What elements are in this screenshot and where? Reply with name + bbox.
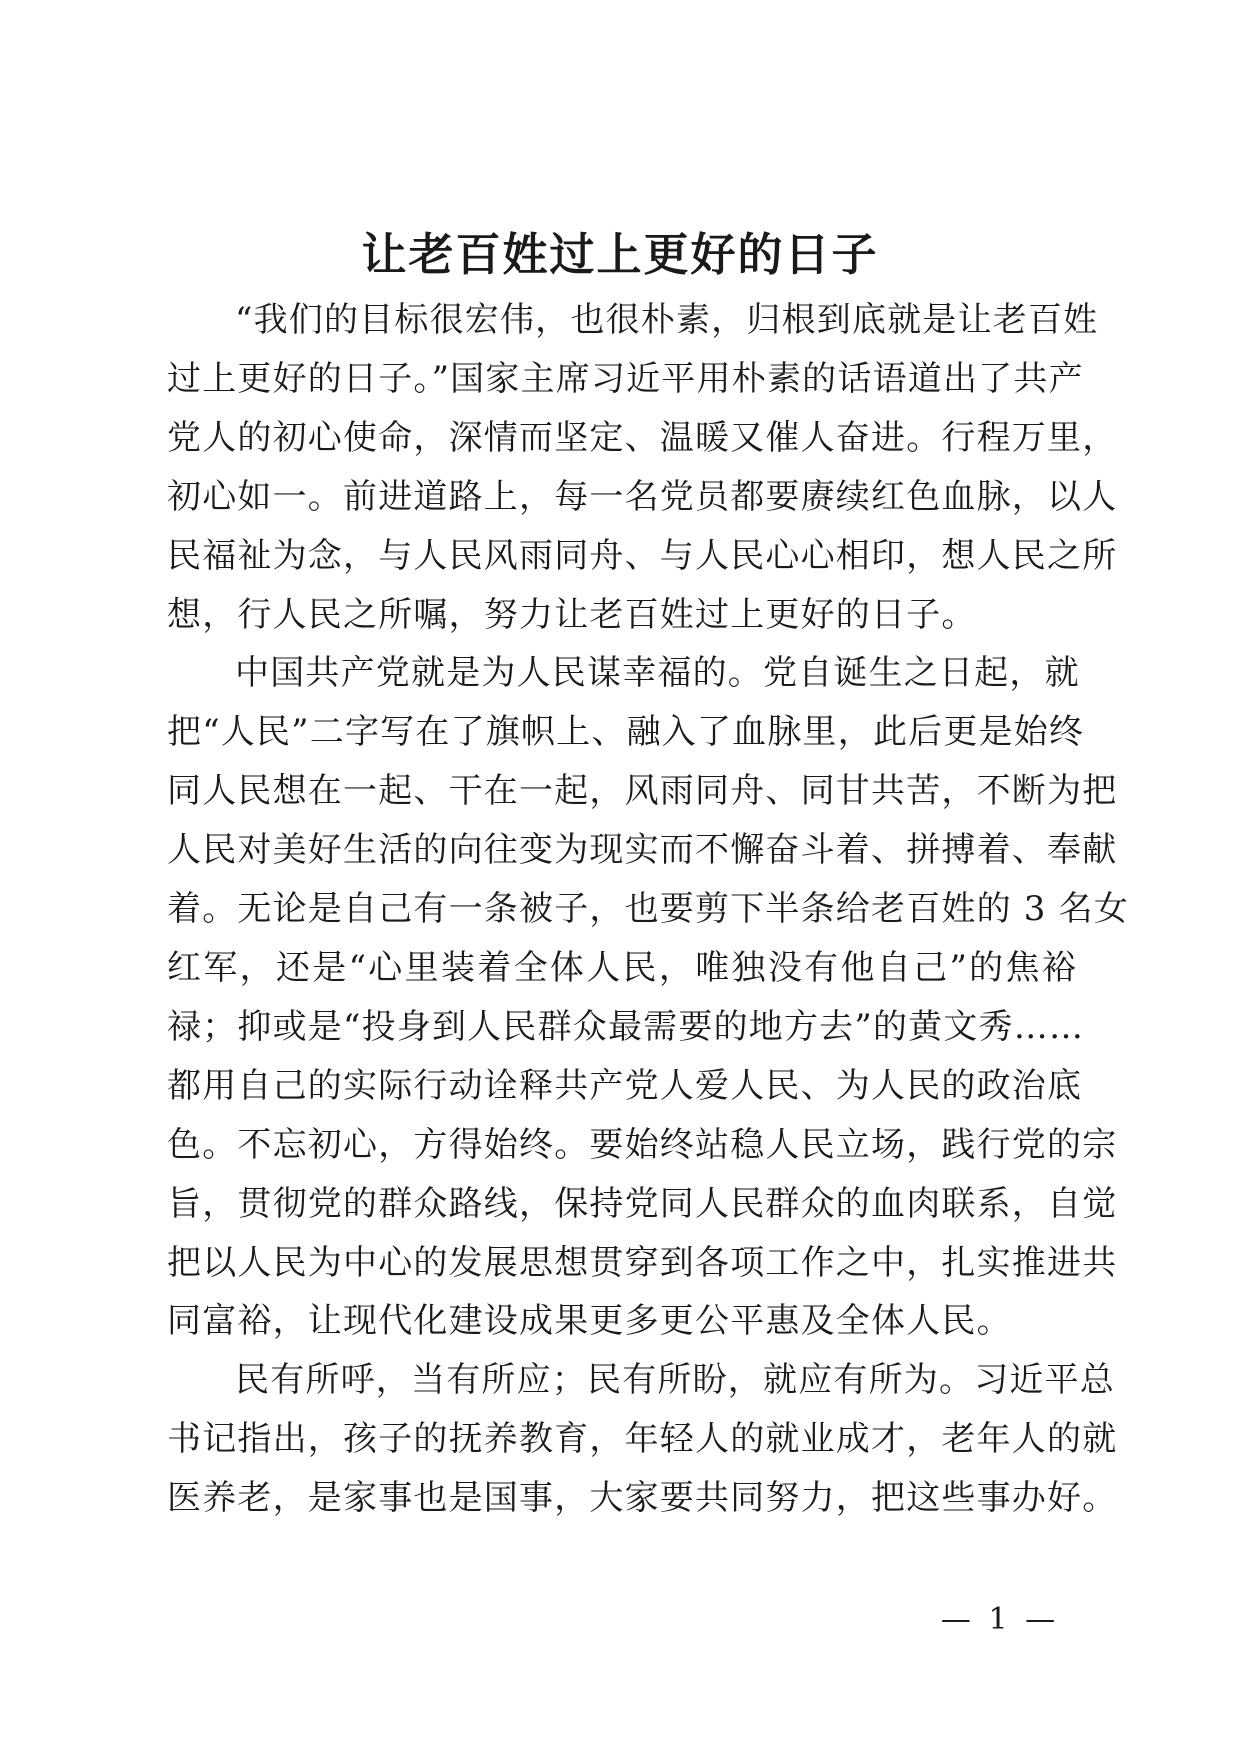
paragraph-line: 同富裕，让现代化建设成果更多更公平惠及全体人民。 bbox=[167, 1301, 1012, 1342]
paragraph-line: 民有所呼，当有所应；民有所盼，就应有所为。习近平总 bbox=[235, 1360, 1115, 1401]
paragraph-line: 人民对美好生活的向往变为现实而不懈奋斗着、拼搏着、奉献 bbox=[167, 830, 1118, 871]
paragraph-line: 红军，还是“心里装着全体人民，唯独没有他自己”的焦裕 bbox=[167, 947, 1077, 988]
paragraph-line: 着。无论是自己有一条被子，也要剪下半条给老百姓的 3 名女 bbox=[167, 889, 1130, 930]
page-title: 让老百姓过上更好的日子 bbox=[361, 228, 879, 281]
paragraph-2 bbox=[167, 644, 1130, 1351]
paragraph-3 bbox=[167, 1351, 1118, 1528]
paragraph-line: 过上更好的日子。”国家主席习近平用朴素的话语道出了共产 bbox=[167, 358, 1084, 399]
paragraph-line: “我们的目标很宏伟，也很朴素，归根到底就是让老百姓 bbox=[235, 300, 1099, 340]
paragraph-line: 想，行人民之所嘱，努力让老百姓过上更好的日子。 bbox=[167, 594, 977, 635]
paragraph-line: 旨，贯彻党的群众路线，保持党同人民群众的血肉联系，自觉 bbox=[167, 1183, 1118, 1224]
paragraph-line: 禄；抑或是“投身到人民群众最需要的地方去”的黄文秀…… bbox=[167, 1006, 1085, 1047]
paragraph-line: 民福祉为念，与人民风雨同舟、与人民心心相印，想人民之所 bbox=[167, 535, 1118, 576]
paragraph-line: 把以人民为中心的发展思想贯穿到各项工作之中，扎实推进共 bbox=[167, 1242, 1118, 1283]
paragraph-line: 同人民想在一起、干在一起，风雨同舟、同甘共苦，不断为把 bbox=[167, 771, 1118, 812]
paragraph-line: 把“人民”二字写在了旗帜上、融入了血脉里，此后更是始终 bbox=[167, 712, 1085, 753]
page-number: — 1 — bbox=[940, 1602, 1060, 1637]
paragraph-line: 党人的初心使命，深情而坚定、温暖又催人奋进。行程万里， bbox=[167, 417, 1118, 458]
article-body bbox=[167, 291, 1130, 1528]
paragraph-line: 书记指出，孩子的抚养教育，年轻人的就业成才，老年人的就 bbox=[167, 1419, 1118, 1460]
paragraph-line: 医养老，是家事也是国事，大家要共同努力，把这些事办好。 bbox=[167, 1478, 1118, 1519]
paragraph-1 bbox=[167, 291, 1118, 644]
paragraph-line: 色。不忘初心，方得始终。要始终站稳人民立场，践行党的宗 bbox=[167, 1124, 1118, 1165]
paragraph-line: 都用自己的实际行动诠释共产党人爱人民、为人民的政治底 bbox=[167, 1065, 1083, 1106]
paragraph-line: 中国共产党就是为人民谋幸福的。党自诞生之日起，就 bbox=[235, 653, 1080, 694]
paragraph-line: 初心如一。前进道路上，每一名党员都要赓续红色血脉，以人 bbox=[167, 476, 1118, 517]
